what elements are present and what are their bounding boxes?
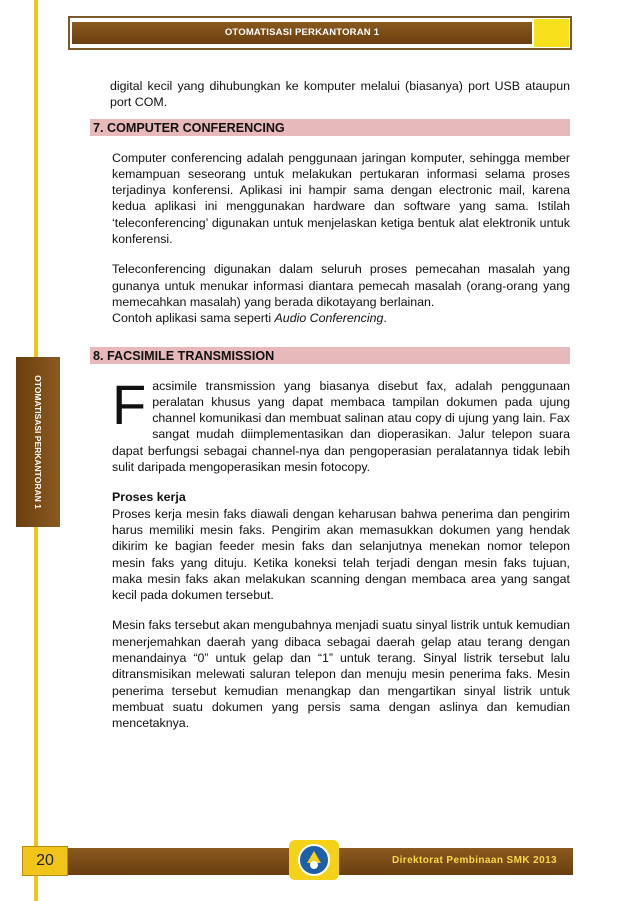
header-accent-block	[534, 19, 569, 47]
paragraph-dropcap	[112, 372, 570, 476]
left-accent-line-footer	[34, 876, 38, 901]
example-term: Audio Conferencing	[274, 311, 384, 326]
header-title: OTOMATISASI PERKANTORAN 1	[72, 22, 532, 44]
left-accent-line-top	[34, 0, 38, 357]
section-heading: 7. COMPUTER CONFERENCING	[90, 119, 570, 136]
paragraph: Computer conferencing adalah penggunaan jaringan komputer, sehingga member kemampuan seseorang untuk melakukan pertukaran informasi selama proses terjadinya konferensi. Aplikasi ini hampir sama dengan electronic mail, karena kedua aplikasi ini menggunakan hardware dan software yang sama. Istilah ‘teleconferencing’ digunakan untuk menjelaskan ketiga bentuk alat elektronik untuk konferensi.	[112, 150, 570, 247]
side-vertical-title: OTOMATISASI PERKANTORAN 1	[33, 375, 43, 509]
paragraph: Teleconferencing digunakan dalam seluruh proses pemecahan masalah yang gunanya untuk menukar informasi diantara pemecah masalah (orang-orang yang memecahkan masalah) yang berada dikotayang berlainan.	[112, 262, 570, 309]
example-prefix: Contoh aplikasi sama seperti	[112, 311, 275, 326]
section-facsimile-transmission	[90, 347, 570, 732]
paragraph: Mesin faks tersebut akan mengubahnya menjadi suatu sinyal listrik untuk kemudian menerjemahkan daerah yang dibaca sebagai daerah gelap atau terang dengan menandainya “0” untuk gelap dan “1” untuk terang. Sinyal listrik tersebut lalu ditransmisikan melewati saluran telepon dan menuju mesin penerima faks. Mesin penerima tersebut kemudian menangkap dan mengartikan sinyal listrik untuk membuat suatu dokumen yang persis sama dengan aslinya dan kemudian mencetaknya.	[112, 618, 571, 731]
dropcap-paragraph-text: acsimile transmission yang biasanya disebut fax, adalah penggunaan peralatan khusus yang dapat membaca tampilan dokumen pada ujung channel komunikasi dan membuat salinan atau copy di ujung yang lain. Fax sangat mudah diimplementasikan dan dioperasikan. Jalur telepon suara dapat berfungsi sebagai channel-nya dan pengoperasian peralatannya tidak lebih sulit daripada mengoperasikan mesin fotocopy.	[112, 378, 570, 475]
page-number: 20	[22, 846, 68, 876]
intro-paragraph: digital kecil yang dihubungkan ke komputer melalui (biasanya) port USB ataupun port COM.	[110, 79, 570, 110]
paragraph-example	[112, 310, 570, 326]
subheading-proses-kerja: Proses kerja	[112, 490, 186, 505]
dropcap-letter: F	[112, 372, 147, 436]
page-content	[88, 78, 570, 732]
section-heading: 8. FACSIMILE TRANSMISSION	[90, 347, 570, 364]
tut-wuri-handayani-emblem-icon	[289, 840, 339, 880]
example-suffix: .	[383, 311, 387, 326]
paragraph: Proses kerja mesin faks diawali dengan keharusan bahwa penerima dan pengirim harus memiliki mesin faks. Pengirim akan memasukkan dokumen yang hendak dikirim ke bagian feeder mesin faks dan selanjutnya menekan nomor telepon mesin faks yang dituju. Ketika koneksi telah terjadi dengan mesin faks tujuan, maka mesin faks akan melakukan scanning dengan membaca area yang sangat kecil pada dokumen tersebut.	[112, 506, 570, 603]
section-computer-conferencing	[90, 119, 570, 327]
footer-credit: Direktorat Pembinaan SMK 2013	[392, 855, 557, 866]
left-accent-line-bottom	[34, 527, 38, 901]
